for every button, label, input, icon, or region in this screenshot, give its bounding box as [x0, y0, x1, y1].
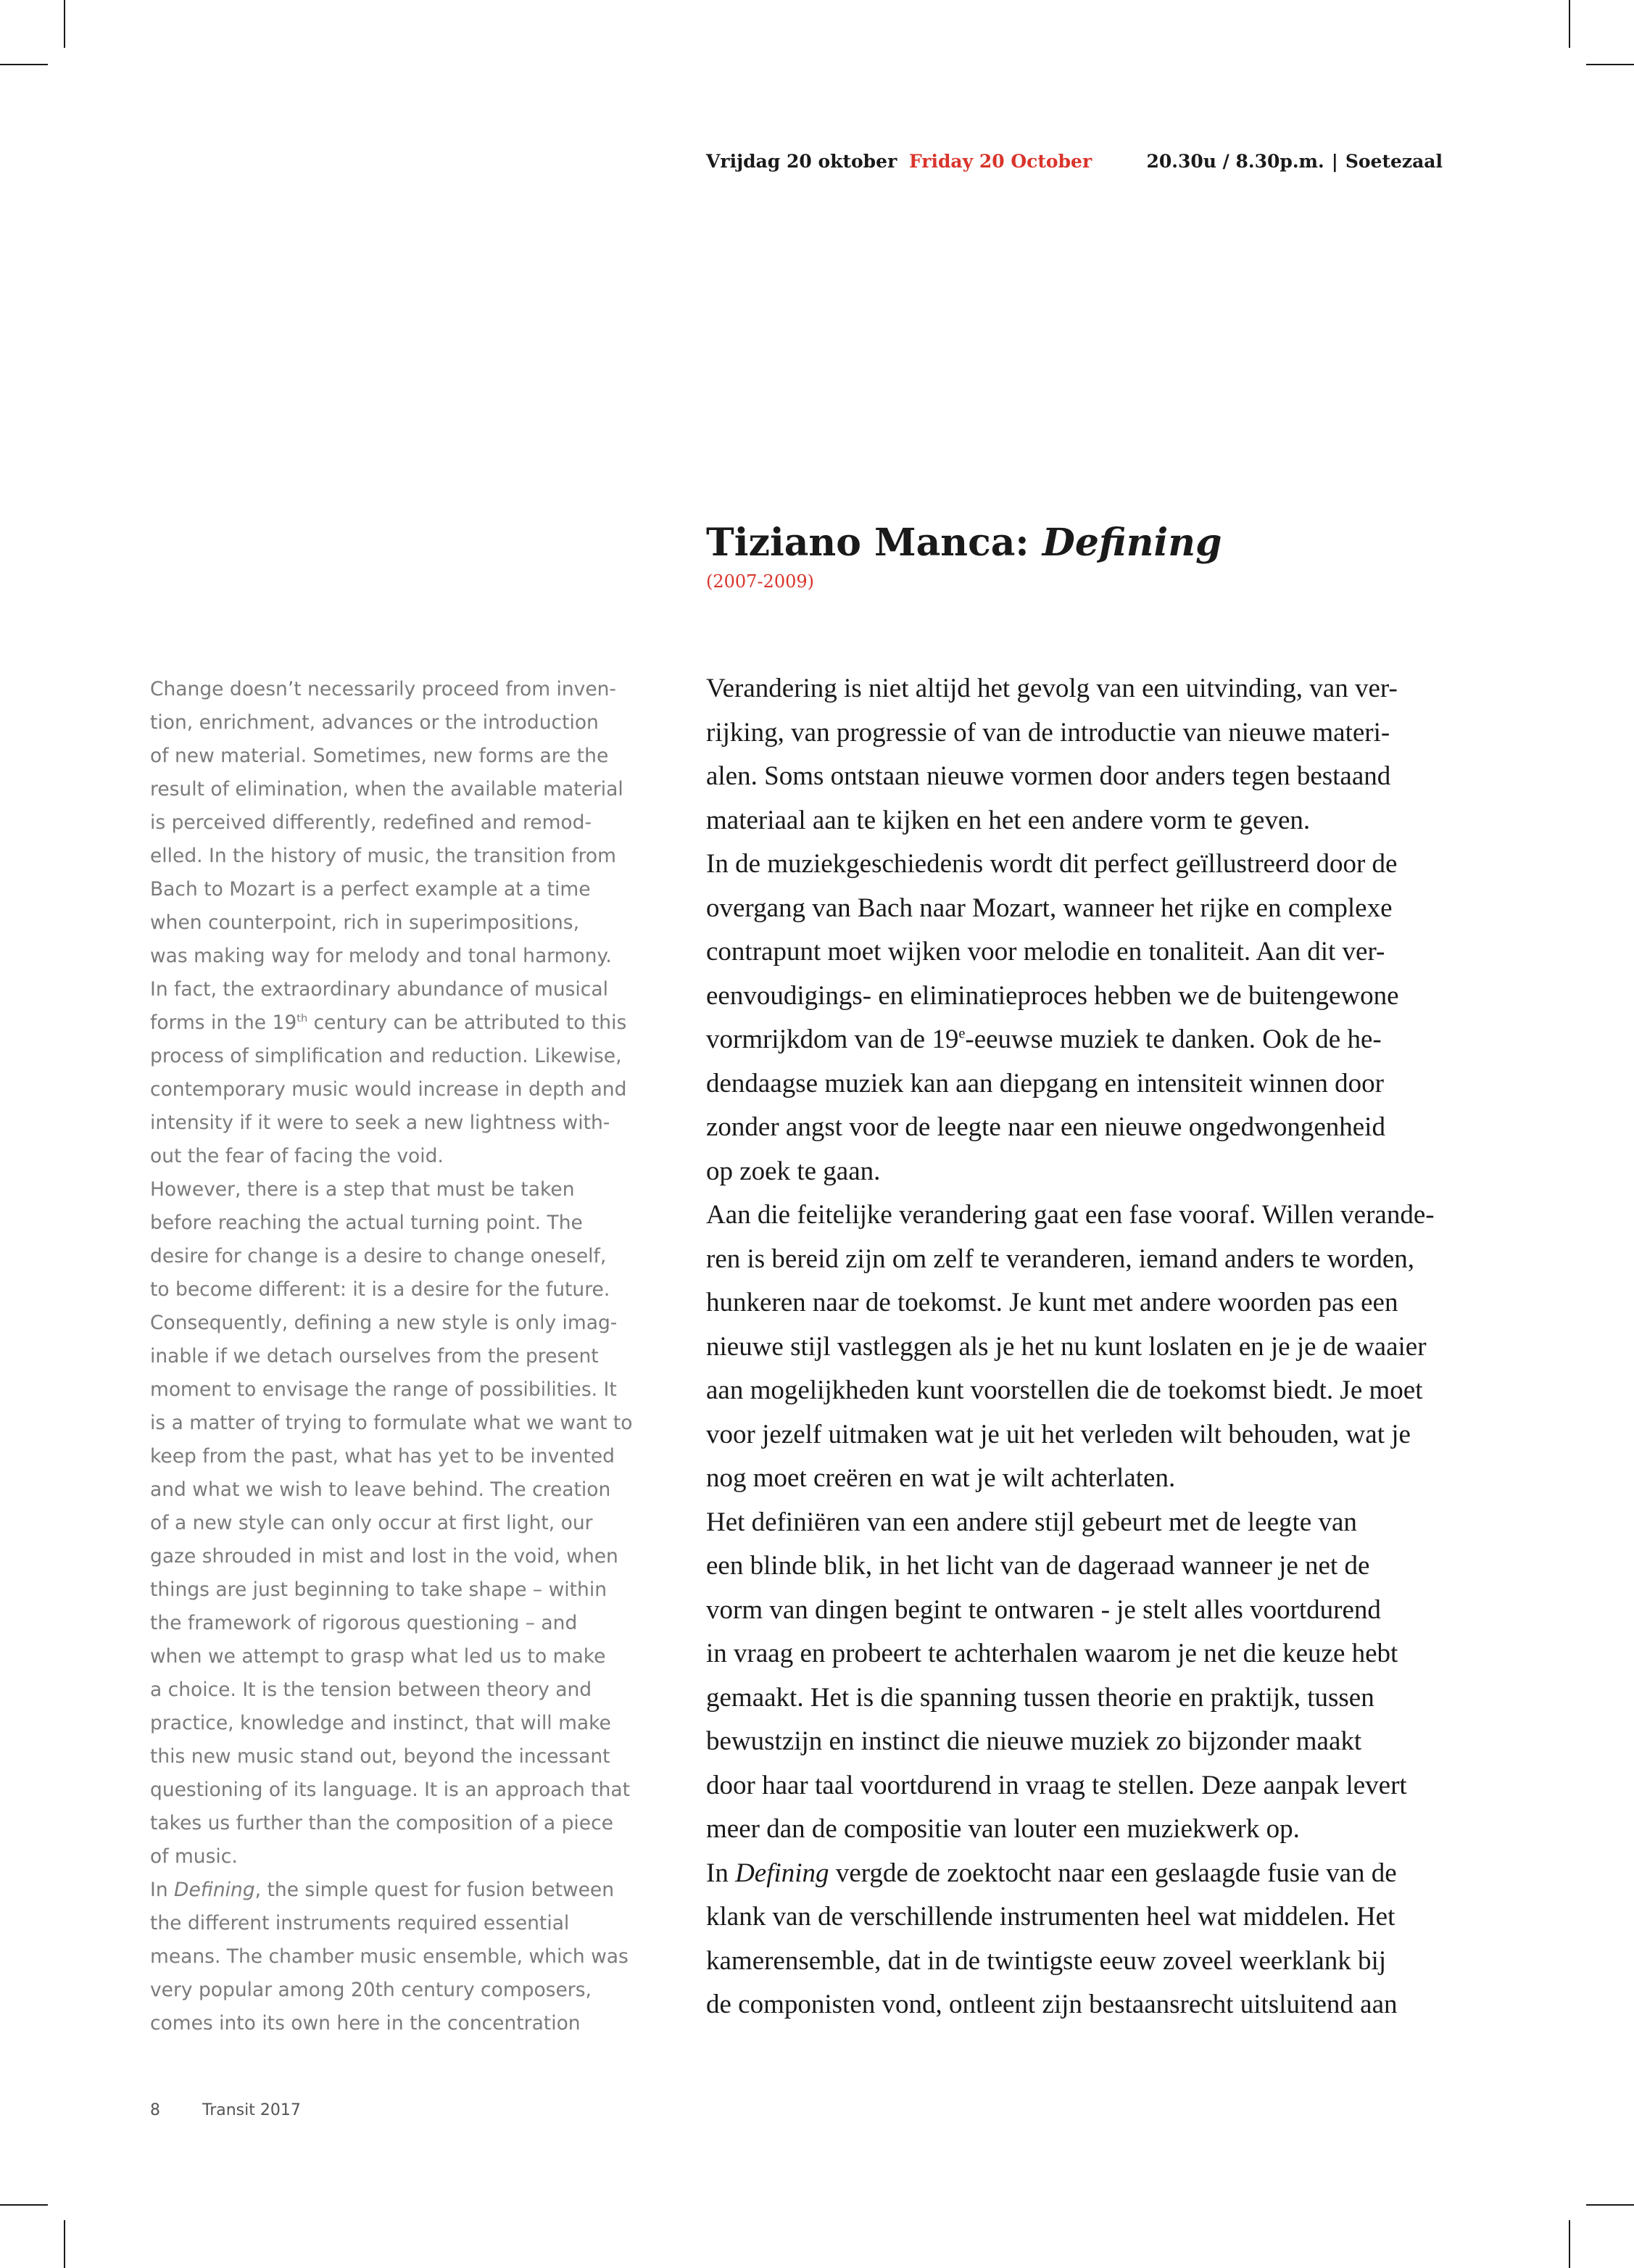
dutch-text-line: eenvoudigings- en eliminatieproces hebben we de buitengewone — [706, 980, 1399, 1011]
english-text-line: is a matter of trying to formulate what we want to — [150, 1412, 633, 1434]
superscript: e — [958, 1025, 966, 1042]
dutch-text-line: alen. Soms ontstaan nieuwe vormen door anders tegen bestaand — [706, 761, 1391, 791]
piece-title-block — [706, 521, 1222, 592]
crop-mark — [1569, 2220, 1570, 2268]
dutch-text-line: Verandering is niet altijd het gevolg van een uitvinding, van ver- — [706, 674, 1398, 703]
english-text-line: before reaching the actual turning point. The — [150, 1212, 583, 1234]
english-text-line: this new music stand out, beyond the incessant — [150, 1745, 610, 1768]
dutch-text-line: kamerensemble, dat in de twintigste eeuw zoveel weerklank bij — [706, 1945, 1387, 1976]
dutch-text-line: hunkeren naar de toekomst. Je kunt met andere woorden pas een — [706, 1288, 1398, 1317]
dutch-text-line: rijking, van progressie of van de introductie van nieuwe materi- — [706, 717, 1390, 748]
english-text-line: takes us further than the composition of a piece — [150, 1812, 613, 1834]
english-text-line: very popular among 20th century composers, — [150, 1979, 592, 2001]
english-text-line: elled. In the history of music, the transition from — [150, 845, 616, 867]
dutch-text-line: Het definiëren van een andere stijl gebeurt met de leegte van — [706, 1507, 1357, 1537]
english-text-line: moment to envisage the range of possibilities. It — [150, 1378, 617, 1401]
english-text-line: to become different: it is a desire for the future. — [150, 1278, 610, 1301]
piece-title — [706, 521, 1222, 566]
english-text-line: of music. — [150, 1845, 238, 1868]
composer-name: Tiziano Manca: — [706, 521, 1029, 565]
english-text-line: means. The chamber music ensemble, which was — [150, 1945, 629, 1968]
text-segment: vergde de zoektocht naar een geslaagde fusie van de — [829, 1858, 1397, 1888]
english-text-line: intensity if it were to seek a new lightness with- — [150, 1112, 610, 1134]
english-text-line: of a new style can only occur at first light, our — [150, 1512, 593, 1534]
dutch-text-line: meer dan de compositie van louter een muziekwerk op. — [706, 1814, 1300, 1844]
english-text-line: the different instruments required essential — [150, 1912, 570, 1934]
english-text-line: gaze shrouded in mist and lost in the void, when — [150, 1545, 618, 1568]
page-number: 8 — [150, 2101, 160, 2119]
dutch-text-line: overgang van Bach naar Mozart, wanneer het rijke en complexe — [706, 893, 1393, 923]
crop-mark — [1569, 0, 1570, 48]
crop-mark — [0, 2204, 48, 2206]
english-text-line: However, there is a step that must be taken — [150, 1178, 575, 1201]
english-text-line: process of simplification and reduction. Likewise, — [150, 1045, 622, 1067]
dutch-text-line: de componisten vond, ontleent zijn bestaansrecht uitsluitend aan — [706, 1990, 1398, 2019]
english-text-line: the framework of rigorous questioning – and — [150, 1612, 578, 1634]
english-text-line: comes into its own here in the concentration — [150, 2012, 581, 2035]
english-text-line: a choice. It is the tension between theory and — [150, 1679, 592, 1701]
publication-name: Transit 2017 — [202, 2101, 301, 2119]
english-text-line: result of elimination, when the available material — [150, 778, 623, 800]
english-text-column — [150, 673, 650, 2040]
date-english: Friday 20 October — [908, 151, 1092, 172]
dutch-text-column — [706, 667, 1444, 2027]
text-segment: In — [150, 1879, 175, 1901]
dutch-text-line: nog moet creëren en wat je wilt achterlaten. — [706, 1463, 1176, 1493]
english-text-line: inable if we detach ourselves from the present — [150, 1345, 599, 1367]
header-separator: | — [1331, 151, 1338, 172]
text-segment: , the simple quest for fusion between — [254, 1879, 615, 1901]
dutch-text-line: ren is bereid zijn om zelf te veranderen, iemand anders te worden, — [706, 1243, 1414, 1274]
crop-mark — [1586, 2204, 1634, 2206]
text-segment: century can be attributed to this — [307, 1011, 627, 1034]
english-text-line: out the fear of facing the void. — [150, 1145, 444, 1167]
english-text-line: keep from the past, what has yet to be invented — [150, 1445, 615, 1468]
english-text-line: when we attempt to grasp what led us to make — [150, 1645, 606, 1668]
text-segment: -eeuwse muziek te danken. Ook de he- — [965, 1025, 1382, 1054]
text-segment: In — [706, 1858, 736, 1888]
english-text-line: contemporary music would increase in depth and — [150, 1078, 627, 1101]
english-text-line: practice, knowledge and instinct, that will make — [150, 1712, 611, 1734]
dutch-text-line: op zoek te gaan. — [706, 1156, 881, 1186]
dutch-text-line: dendaagse muziek kan aan diepgang en intensiteit winnen door — [706, 1068, 1384, 1098]
english-text-line: desire for change is a desire to change oneself, — [150, 1245, 607, 1267]
dutch-text-line: door haar taal voortdurend in vraag te stellen. Deze aanpak levert — [706, 1770, 1407, 1800]
english-text-line: when counterpoint, rich in superimpositions, — [150, 911, 580, 934]
english-text-line: tion, enrichment, advances or the introduction — [150, 711, 599, 734]
crop-mark — [0, 64, 48, 65]
dutch-text-line: Aan die feitelijke verandering gaat een fase vooraf. Willen verande- — [706, 1200, 1435, 1230]
crop-mark — [64, 0, 65, 48]
english-text-line: Bach to Mozart is a perfect example at a time — [150, 878, 591, 901]
dutch-text-line: klank van de verschillende instrumenten heel wat middelen. Het — [706, 1902, 1395, 1932]
text-segment: forms in the 19 — [150, 1011, 297, 1034]
work-title-inline: Defining — [735, 1858, 829, 1888]
date-dutch: Vrijdag 20 oktober — [706, 151, 897, 172]
english-text-line: of new material. Sometimes, new forms are the — [150, 745, 609, 767]
text-segment: vormrijkdom van de 19 — [706, 1025, 959, 1054]
work-title: Defining — [1042, 521, 1222, 565]
event-time: 20.30u / 8.30p.m. — [1146, 151, 1324, 172]
event-header — [706, 151, 1443, 180]
dutch-text-line: een blinde blik, in het licht van de dageraad wanneer je net de — [706, 1551, 1370, 1581]
dutch-text-line: materiaal aan te kijken en het een andere vorm te geven. — [706, 805, 1311, 835]
dutch-text-line: in vraag en probeert te achterhalen waarom je net die keuze hebt — [706, 1639, 1398, 1668]
dutch-text-line: gemaakt. Het is die spanning tussen theorie en praktijk, tussen — [706, 1682, 1374, 1713]
english-text-line: is perceived differently, redefined and remod- — [150, 811, 592, 834]
english-text-line: In fact, the extraordinary abundance of musical — [150, 978, 608, 1001]
english-text-line: questioning of its language. It is an approach that — [150, 1779, 630, 1801]
crop-mark — [64, 2220, 65, 2268]
dutch-text-line: zonder angst voor de leegte naar een nieuwe ongedwongenheid — [706, 1112, 1385, 1142]
english-text-line — [150, 1006, 650, 1040]
dutch-text-line: aan mogelijkheden kunt voorstellen die de toekomst biedt. Je moet — [706, 1375, 1423, 1405]
english-text-line: things are just beginning to take shape – within — [150, 1578, 607, 1601]
dutch-text-line — [706, 1018, 1444, 1062]
dutch-text-line: nieuwe stijl vastleggen als je het nu kunt loslaten en je je de waaier — [706, 1331, 1427, 1362]
composition-years: (2007-2009) — [706, 571, 814, 592]
dutch-text-line: contrapunt moet wijken voor melodie en tonaliteit. Aan dit ver- — [706, 937, 1385, 967]
dutch-text-line: bewustzijn en instinct die nieuwe muziek zo bijzonder maakt — [706, 1726, 1362, 1756]
dutch-text-line: voor jezelf uitmaken wat je uit het verleden wilt behouden, wat je — [706, 1419, 1411, 1449]
event-date — [706, 151, 1092, 172]
english-text-line: was making way for melody and tonal harmony. — [150, 945, 612, 967]
work-title-inline: Defining — [174, 1879, 255, 1901]
crop-mark — [1586, 64, 1634, 65]
english-text-line — [150, 1874, 650, 1907]
english-text-line: and what we wish to leave behind. The creation — [150, 1478, 611, 1501]
dutch-text-line — [706, 1852, 1444, 1896]
superscript: th — [296, 1012, 308, 1025]
dutch-text-line: vorm van dingen begint te ontwaren - je stelt alles voortdurend — [706, 1594, 1381, 1625]
english-text-line: Change doesn’t necessarily proceed from inven- — [150, 678, 616, 700]
page-footer — [150, 2101, 301, 2119]
english-text-line: Consequently, defining a new style is only imag- — [150, 1312, 618, 1334]
event-time-venue — [1146, 151, 1443, 172]
event-venue: Soetezaal — [1345, 151, 1443, 172]
dutch-text-line: In de muziekgeschiedenis wordt dit perfect geïllustreerd door de — [706, 849, 1398, 879]
